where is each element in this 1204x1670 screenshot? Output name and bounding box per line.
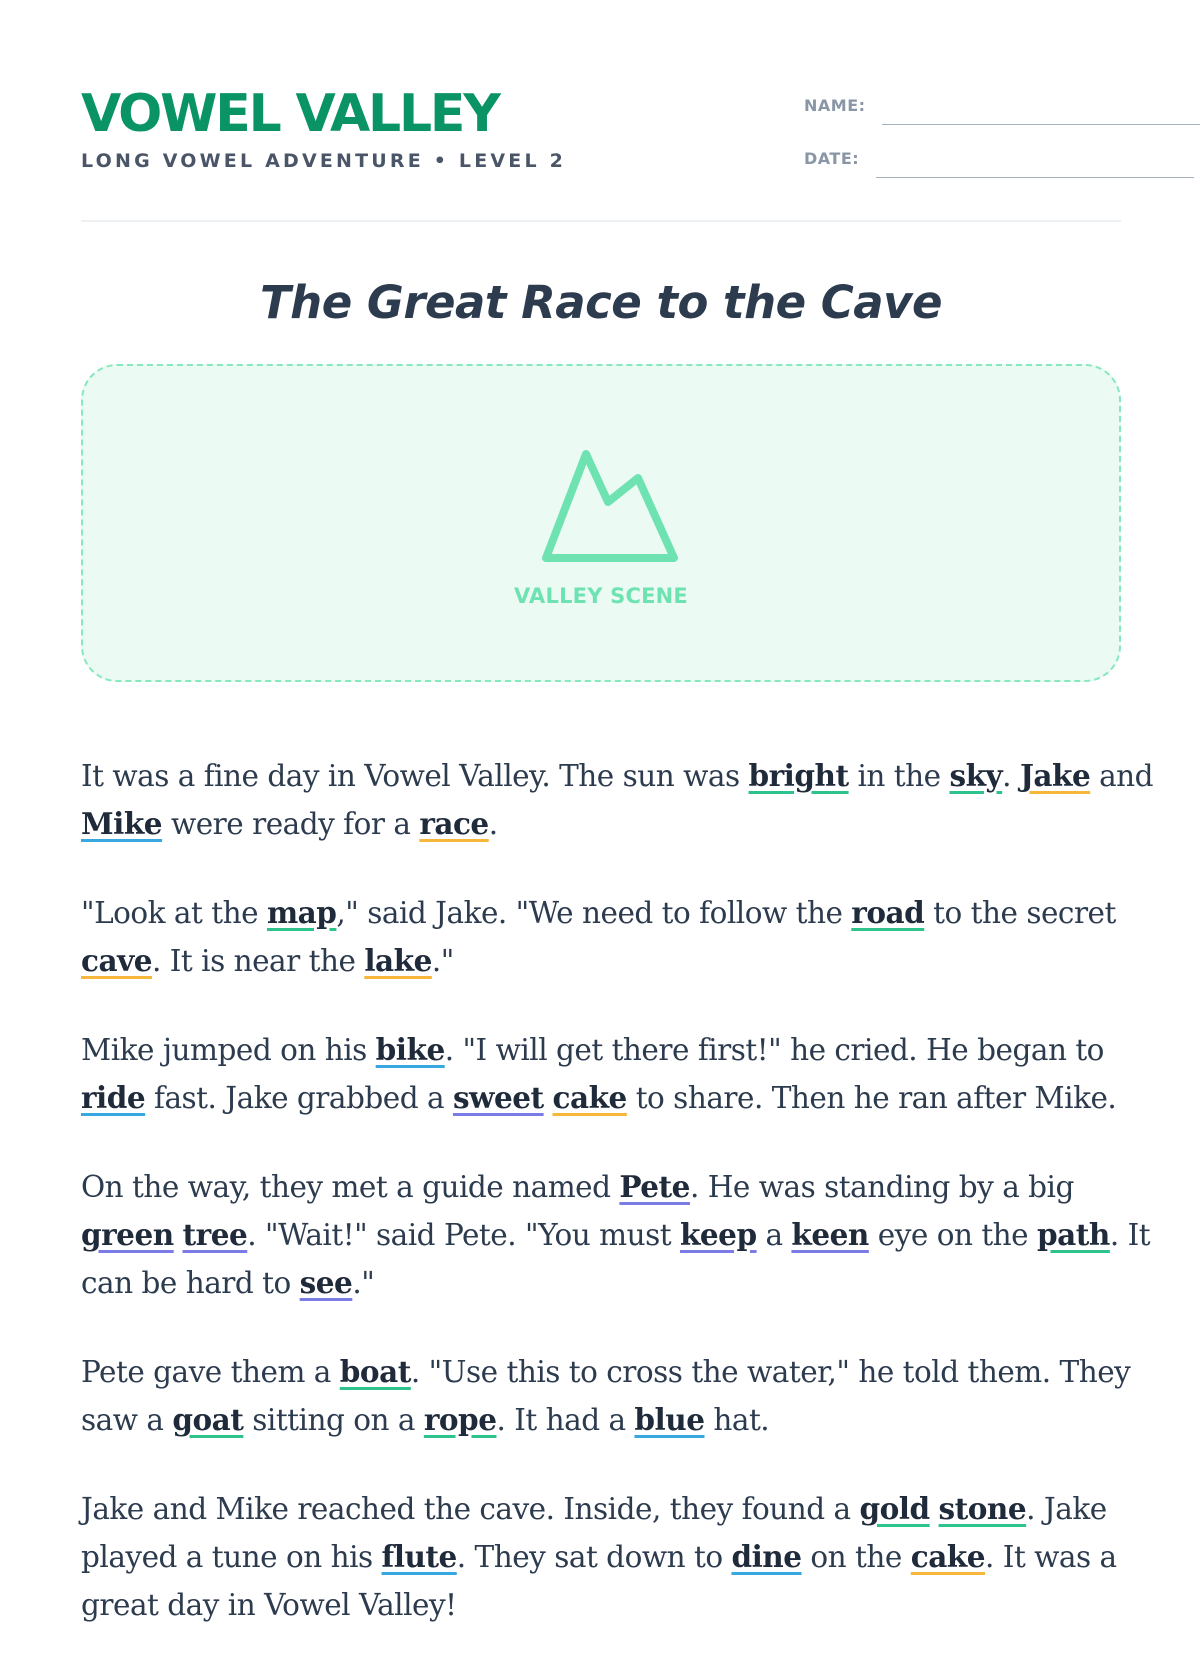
story-paragraph — [81, 889, 1121, 985]
story-text-segment: a — [756, 1218, 792, 1252]
story-text-segment: eye on the — [868, 1218, 1038, 1252]
story-text-segment: hat. — [704, 1403, 770, 1437]
long-vowel-word: keep — [679, 1217, 757, 1252]
date-line — [876, 177, 1194, 178]
story-text-segment — [174, 1218, 183, 1252]
story-text-segment: On the way, they met a guide named — [81, 1170, 620, 1204]
story-text-segment: on the — [801, 1540, 911, 1574]
long-vowel-word: keen — [791, 1217, 869, 1252]
long-vowel-word: bright — [748, 758, 849, 793]
story-text-segment: in the — [848, 759, 950, 793]
story-text-segment: . "Wait!" said Pete. "You must — [247, 1218, 680, 1252]
story-text-segment: . It was a — [985, 1540, 1117, 1574]
story-text-segment — [930, 1492, 939, 1526]
story-text-segment: were ready for a — [162, 807, 420, 841]
illustration-caption: VALLEY SCENE — [514, 584, 688, 608]
long-vowel-word: Mike — [81, 806, 163, 841]
story-text-segment: . "Use this to cross the water," he told them. They — [410, 1355, 1131, 1389]
long-vowel-word: map — [266, 895, 337, 930]
brand-title: VOWEL VALLEY — [81, 84, 499, 144]
story-text-segment: . "I will get there first!" he cried. He began to — [444, 1033, 1104, 1067]
brand-subtitle: LONG VOWEL ADVENTURE • LEVEL 2 — [81, 150, 567, 172]
story-text-segment: . It had a — [496, 1403, 635, 1437]
long-vowel-word: race — [419, 806, 489, 841]
long-vowel-word: green — [81, 1217, 174, 1252]
long-vowel-word: cake — [552, 1080, 627, 1115]
story-text-segment: to share. Then he ran after Mike. — [626, 1081, 1117, 1115]
story-text-segment: . He was standing by a big — [689, 1170, 1074, 1204]
story-text-segment: . It is near the — [152, 944, 365, 978]
long-vowel-word: boat — [339, 1354, 411, 1389]
long-vowel-word: goat — [172, 1402, 244, 1437]
long-vowel-word: cake — [910, 1539, 986, 1574]
worksheet-header — [81, 86, 1121, 218]
story-text-segment: . It — [1109, 1218, 1151, 1252]
story-text-segment: and — [1090, 759, 1154, 793]
long-vowel-word: sky — [949, 758, 1003, 793]
story-text-segment: Jake and Mike reached the cave. Inside, they found a — [81, 1492, 860, 1526]
long-vowel-word: stone — [938, 1491, 1027, 1526]
story-paragraph — [81, 1163, 1151, 1307]
story-text-segment: . They sat down to — [456, 1540, 732, 1574]
story-paragraph — [81, 1348, 1131, 1444]
story-title: The Great Race to the Cave — [259, 276, 943, 329]
long-vowel-word: path — [1037, 1217, 1110, 1252]
name-field — [804, 90, 1204, 122]
story-text-segment: great day in Vowel Valley! — [81, 1588, 457, 1622]
long-vowel-word: flute — [381, 1539, 457, 1574]
long-vowel-word: dine — [731, 1539, 802, 1574]
long-vowel-word: road — [851, 895, 925, 930]
long-vowel-word: gold — [859, 1491, 930, 1526]
story-text-segment: Pete gave them a — [81, 1355, 340, 1389]
story-text-segment: ." — [431, 944, 454, 978]
story-text-segment: ." — [352, 1266, 375, 1300]
story-text-segment: Mike jumped on his — [81, 1033, 376, 1067]
header-divider — [81, 220, 1121, 222]
story-text-segment: to the secret — [924, 896, 1116, 930]
story-text-segment: . — [488, 807, 498, 841]
story-text-segment: played a tune on his — [81, 1540, 382, 1574]
story-text-segment: It was a fine day in Vowel Valley. The sun was — [81, 759, 749, 793]
long-vowel-word: tree — [182, 1217, 248, 1252]
long-vowel-word: sweet — [452, 1080, 544, 1115]
long-vowel-word: rope — [423, 1402, 497, 1437]
long-vowel-word: blue — [634, 1402, 705, 1437]
story-text-segment: "Look at the — [81, 896, 267, 930]
long-vowel-word: ride — [81, 1080, 146, 1115]
name-label: NAME: — [804, 96, 866, 115]
name-line — [882, 124, 1200, 125]
story-text-segment: fast. Jake grabbed a — [145, 1081, 453, 1115]
illustration-placeholder — [81, 364, 1121, 682]
story-paragraph — [81, 1026, 1121, 1122]
long-vowel-word: bike — [375, 1032, 445, 1067]
story-text-segment: . — [1002, 759, 1020, 793]
long-vowel-word: Jake — [1019, 758, 1091, 793]
story-text-segment — [544, 1081, 553, 1115]
long-vowel-word: lake — [364, 943, 432, 978]
story-paragraph — [81, 752, 1154, 848]
story-text-segment: sitting on a — [243, 1403, 424, 1437]
story-text-segment: . Jake — [1026, 1492, 1107, 1526]
story-text — [81, 752, 1154, 1670]
long-vowel-word: cave — [81, 943, 152, 978]
story-text-segment: ," said Jake. "We need to follow the — [336, 896, 852, 930]
long-vowel-word: Pete — [619, 1169, 690, 1204]
story-paragraph — [81, 1485, 1121, 1629]
date-label: DATE: — [804, 149, 860, 168]
long-vowel-word: see — [299, 1265, 353, 1300]
date-field — [804, 143, 1204, 175]
story-text-segment: saw a — [81, 1403, 173, 1437]
mountain-icon — [538, 442, 688, 568]
story-text-segment: can be hard to — [81, 1266, 300, 1300]
